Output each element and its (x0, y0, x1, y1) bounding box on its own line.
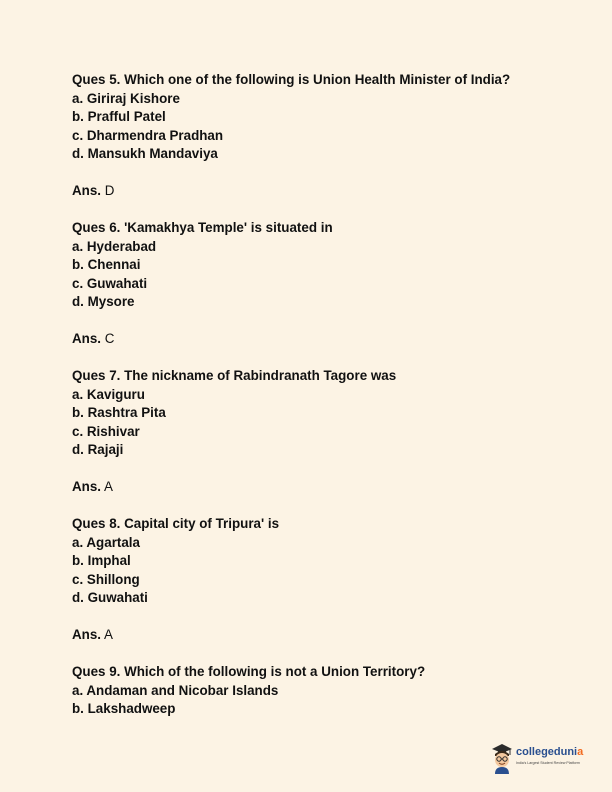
option-b: b. Lakshadweep (72, 701, 176, 716)
answer-label: Ans. (72, 331, 102, 346)
collegedunia-logo (490, 742, 590, 776)
option-d: d. Rajaji (72, 442, 124, 457)
question-title: Ques 8. Capital city of Tripura' is (72, 516, 280, 531)
option-c: c. Dharmendra Pradhan (72, 127, 224, 143)
question-block (72, 515, 572, 645)
answer-value: D (104, 183, 115, 198)
logo-tagline: India's Largest Student Review Platform (516, 761, 580, 765)
option-c: c. Guwahati (72, 275, 148, 291)
logo-name-end: a (577, 746, 584, 758)
option-b: b. Imphal (72, 553, 131, 568)
option-b: b. Chennai (72, 257, 141, 272)
mascot-icon (490, 742, 514, 774)
option-a: a. Giriraj Kishore (72, 90, 180, 106)
option-c: c. Rishivar (72, 423, 140, 439)
question-block (72, 71, 572, 201)
answer-line (72, 626, 572, 645)
question-block (72, 219, 572, 349)
answer-label: Ans. (72, 479, 102, 494)
logo-wordmark (516, 746, 583, 758)
option-d: d. Mansukh Mandaviya (72, 146, 218, 161)
answer-value: A (104, 479, 113, 494)
question-block (72, 367, 572, 497)
option-a: a. Kaviguru (72, 386, 145, 402)
logo-name-main: collegeduni (516, 746, 578, 758)
option-d: d. Mysore (72, 294, 135, 309)
question-title: Ques 5. Which one of the following is Union Health Minister of India? (72, 72, 511, 87)
option-a: a. Andaman and Nicobar Islands (72, 682, 279, 698)
option-a: a. Agartala (72, 534, 140, 550)
option-c: c. Shillong (72, 571, 140, 587)
answer-line (72, 182, 572, 201)
question-title: Ques 7. The nickname of Rabindranath Tagore was (72, 368, 397, 383)
question-block (72, 663, 572, 719)
option-b: b. Rashtra Pita (72, 405, 166, 420)
answer-line (72, 330, 572, 349)
answer-value: A (104, 627, 113, 642)
answer-value: C (104, 331, 115, 346)
answer-line (72, 478, 572, 497)
quiz-content (72, 71, 572, 719)
option-d: d. Guwahati (72, 590, 148, 605)
question-title: Ques 6. 'Kamakhya Temple' is situated in (72, 220, 333, 235)
answer-label: Ans. (72, 183, 102, 198)
option-b: b. Prafful Patel (72, 109, 166, 124)
answer-label: Ans. (72, 627, 102, 642)
question-title: Ques 9. Which of the following is not a Union Territory? (72, 664, 426, 679)
option-a: a. Hyderabad (72, 238, 157, 254)
